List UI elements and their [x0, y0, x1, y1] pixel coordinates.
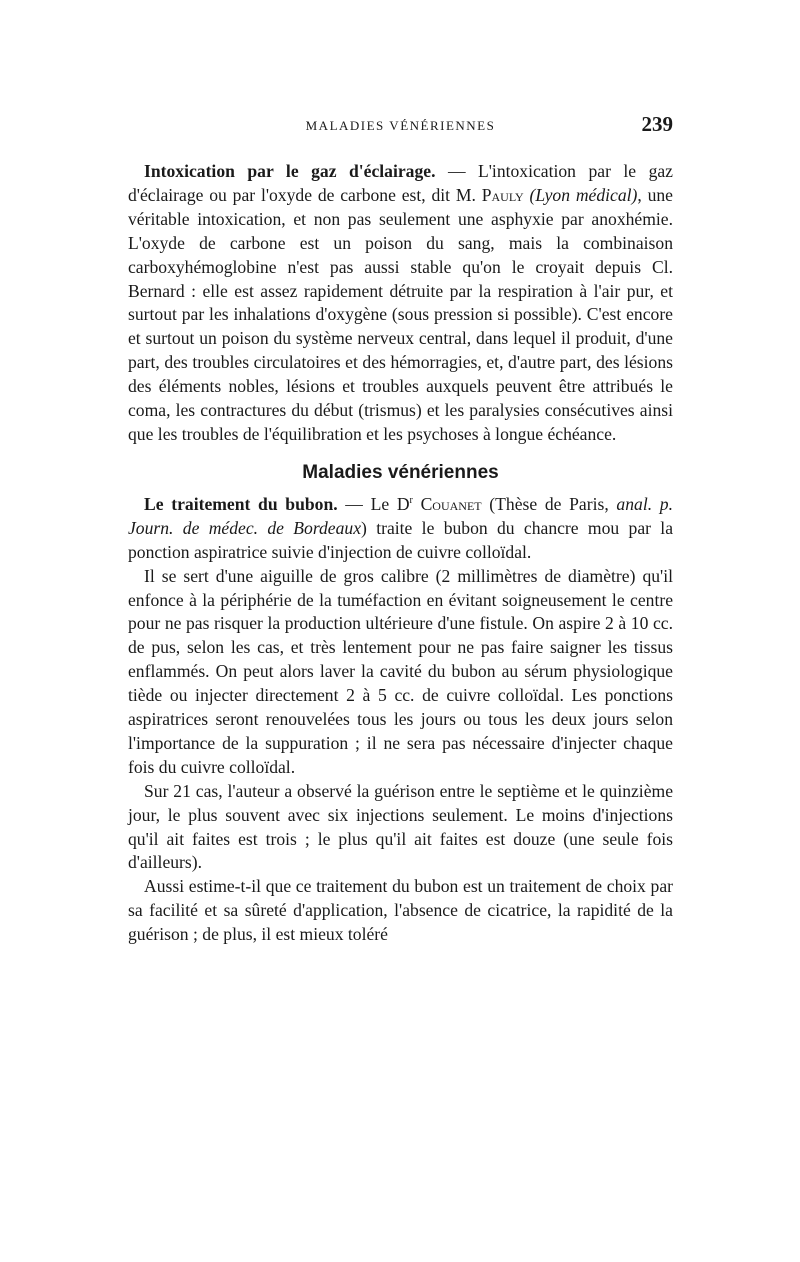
- article-gas-run-in: Intoxication par le gaz d'éclairage.: [144, 161, 436, 181]
- book-page: [128, 112, 673, 947]
- article-gas-source: (Lyon médical): [529, 184, 638, 205]
- section-heading: Maladies vénériennes: [302, 461, 499, 483]
- article-bubon-text-1: — Le D: [337, 493, 410, 514]
- article-bubon-dr-sup: r: [409, 495, 413, 507]
- running-head: [128, 112, 673, 140]
- article-bubon-source: anal. p. Journ. de médec. de Bordeaux: [128, 493, 673, 538]
- article-gas-text-2: , une véritable intoxication, et non pas seulement une asphyxie par anoxhémie. L'oxyde de carbone est un poison du sang, mais la combinaison carboxyhémoglobine n'est pas aussi stable qu'on le croyait depuis Cl. Bernard : elle est assez rapidement détruite par la respiration à l'air pur, et surtout par les inhalations d'oxygène (sous pression si possible). C'est encore et surtout un poison du système nerveux central, dans lequel il produit, d'une part, des troubles circulatoires et des hémorragies, et, d'autre part, des lésions des éléments nobles, lésions et troubles auxquels peuvent être attribués le coma, les contractures du début (trismus) et les paralysies consécutives ainsi que les troubles de l'équilibration et les psychoses à longue échéance.: [128, 184, 673, 444]
- article-bubon-para-3: Sur 21 cas, l'auteur a observé la guérison entre le septième et le quinzième jour, le plus souvent avec six injections seulement. Le moins d'injections qu'il ait faites est trois ; le plus qu'il ait faites est douze (une seule fois d'ailleurs).: [128, 780, 673, 873]
- article-bubon-author: Couanet: [420, 493, 482, 514]
- article-bubon-para-4: Aussi estime-t-il que ce traitement du bubon est un traitement de choix par sa facilité et sa sûreté d'application, l'absence de cicatrice, la rapidité de la guérison ; de plus, il est mieux toléré: [128, 876, 673, 945]
- article-gas-intoxication: [128, 160, 673, 447]
- running-title: MALADIES VÉNÉRIENNES: [305, 118, 496, 133]
- article-gas-text-1: — L'intoxication par le gaz d'éclairage ou par l'oxyde de carbone est, dit M.: [128, 161, 673, 205]
- article-bubon-text-2: (Thèse de Paris,: [481, 493, 617, 514]
- page-number: 239: [641, 112, 673, 136]
- article-bubon-run-in: Le traitement du bubon.: [144, 493, 338, 514]
- article-bubon-para-1: [128, 493, 673, 565]
- article-gas-author: Pauly: [481, 184, 524, 205]
- article-bubon-para-2: Il se sert d'une aiguille de gros calibre (2 millimètres de diamètre) qu'il enfonce à la périphérie de la tuméfaction en évitant soigneusement le centre pour ne pas risquer la production ultérieure d'une fistule. On aspire 2 à 10 cc. de pus, selon les cas, et très lentement pour ne pas faire saigner les tissus enflammés. On peut alors laver la cavité du bubon au sérum physiologique tiède ou injecter directement 2 à 5 cc. de cuivre colloïdal. Les ponctions aspiratrices seront renouvelées tous les jours ou tous les deux jours selon l'importance de la suppuration ; il ne sera pas nécessaire d'injecter chaque fois du cuivre colloïdal.: [128, 565, 673, 777]
- article-bubon-text-3: ) traite le bubon du chancre mou par la ponction aspiratrice suivie d'injection de cuivre colloïdal.: [128, 517, 674, 562]
